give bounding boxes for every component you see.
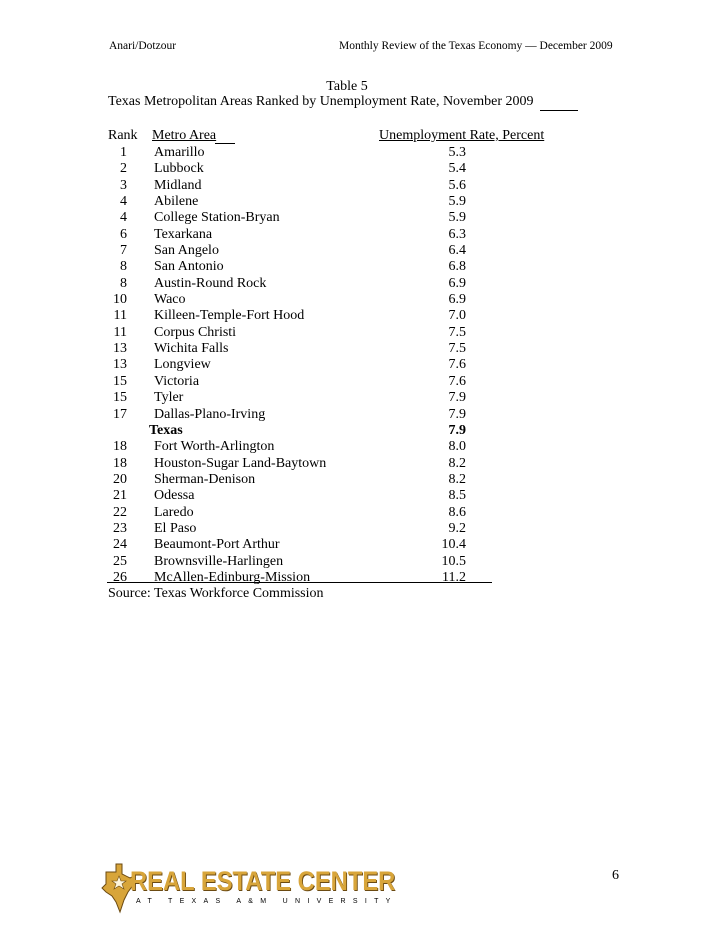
rank-cell: 8 [120,259,127,275]
metro-cell: San Angelo [154,243,219,259]
rank-cell: 3 [120,177,127,193]
rank-cell: 4 [120,194,127,210]
rank-cell: 13 [113,341,127,357]
metro-cell: Sherman-Denison [154,471,256,487]
header-author: Anari/Dotzour [109,40,177,52]
table-row [0,505,728,521]
rate-cell: 8.5 [448,488,466,504]
rank-cell: 26 [113,569,127,585]
column-header-metro: Metro Area [152,128,217,143]
rate-cell: 7.9 [448,390,466,406]
column-header-underline [215,143,235,144]
rank-cell: 23 [113,520,127,536]
metro-cell: College Station-Bryan [154,210,280,226]
metro-cell: El Paso [154,520,197,536]
rank-cell: 10 [113,292,127,308]
table-source: Source: Texas Workforce Commission [108,586,324,601]
table-row [0,308,728,324]
rank-cell: 13 [113,357,127,373]
state-total-row [0,423,728,439]
table-row [0,161,728,177]
table-row [0,341,728,357]
metro-cell: Beaumont-Port Arthur [154,537,280,553]
table-row [0,537,728,553]
metro-cell: Tyler [154,390,184,406]
rate-cell: 6.8 [448,259,466,275]
table-row [0,390,728,406]
table-bottom-rule [107,582,492,583]
rank-cell: 24 [113,537,127,553]
rank-cell: 15 [113,373,127,389]
subtitle-underline [540,110,578,111]
table-row [0,407,728,423]
table-row [0,145,728,161]
table-row [0,521,728,537]
rate-cell: 8.0 [448,439,466,455]
table-row [0,472,728,488]
logo-subtext: AT TEXAS A&M UNIVERSITY [136,898,398,905]
table-row [0,210,728,226]
table-row [0,439,728,455]
column-header-rank: Rank [108,128,138,143]
metro-cell: Victoria [154,373,200,389]
metro-cell: Houston-Sugar Land-Baytown [154,455,327,471]
rank-cell: 1 [120,145,127,160]
rank-cell: 6 [120,226,127,242]
rank-cell: 8 [120,275,127,291]
rank-cell: 11 [113,324,127,340]
rate-cell: 5.4 [448,161,466,177]
rank-cell: 22 [113,504,127,520]
table-row [0,292,728,308]
column-header-rate: Unemployment Rate, Percent [379,128,545,143]
rate-cell: 6.9 [448,292,466,308]
rate-cell: 6.9 [448,275,466,291]
real-estate-center-logo [100,862,398,914]
logo-text: REAL ESTATE CENTER [130,866,396,896]
metro-cell: Lubbock [154,161,204,177]
table-row [0,357,728,373]
rank-cell: 25 [113,553,127,569]
metro-cell: Laredo [154,504,194,520]
metro-cell: Corpus Christi [154,324,237,340]
metro-cell: Abilene [154,194,199,210]
table-row [0,259,728,275]
rate-cell: 7.9 [448,406,466,422]
rate-cell: 7.6 [448,357,466,373]
table-row [0,276,728,292]
rank-cell: 18 [113,439,127,455]
metro-cell: San Antonio [154,259,224,275]
rate-cell: 7.6 [448,373,466,389]
rate-cell: 5.3 [448,145,466,160]
rate-cell: 5.9 [448,210,466,226]
rate-cell: 5.6 [448,177,466,193]
table-row [0,456,728,472]
rate-cell: 8.2 [448,471,466,487]
metro-cell: McAllen-Edinburg-Mission [154,569,311,585]
table-row [0,325,728,341]
rate-cell: 10.4 [441,537,466,553]
table-row [0,374,728,390]
table-row [0,488,728,504]
rate-cell: 7.5 [448,324,466,340]
rate-cell: 6.3 [448,226,466,242]
rate-cell: 11.2 [442,569,466,585]
rate-cell: 7.0 [448,308,466,324]
metro-cell: Midland [154,177,202,193]
rank-cell: 7 [120,243,127,259]
metro-cell: Wichita Falls [154,341,229,357]
rank-cell: 20 [113,471,127,487]
table-row [0,243,728,259]
rate-cell: 5.9 [448,194,466,210]
metro-cell: Texas [149,422,183,438]
metro-cell: Austin-Round Rock [154,275,267,291]
metro-cell: Texarkana [154,226,213,242]
table-title: Table 5 [326,79,368,94]
rate-cell: 7.9 [448,422,466,438]
rate-cell: 8.2 [448,455,466,471]
rate-cell: 10.5 [441,553,466,569]
rate-cell: 9.2 [448,520,466,536]
rate-cell: 8.6 [448,504,466,520]
table-subtitle: Texas Metropolitan Areas Ranked by Unemployment Rate, November 2009 [108,94,534,109]
rank-cell: 4 [120,210,127,226]
metro-cell: Odessa [154,488,195,504]
header-publication: Monthly Review of the Texas Economy — December 2009 [339,40,613,52]
rank-cell: 15 [113,390,127,406]
rank-cell: 11 [113,308,127,324]
metro-cell: Killeen-Temple-Fort Hood [154,308,305,324]
rank-cell: 18 [113,455,127,471]
rank-cell: 17 [113,406,127,422]
metro-cell: Dallas-Plano-Irving [154,406,266,422]
table-row [0,554,728,570]
table-row [0,178,728,194]
table-row [0,227,728,243]
table-row [0,194,728,210]
rate-cell: 7.5 [448,341,466,357]
rank-cell: 2 [120,161,127,177]
metro-cell: Brownsville-Harlingen [154,553,284,569]
metro-cell: Fort Worth-Arlington [154,439,275,455]
metro-cell: Amarillo [154,145,205,160]
table-body [0,145,728,586]
rate-cell: 6.4 [448,243,466,259]
page-number: 6 [612,868,619,883]
metro-cell: Longview [154,357,211,373]
table-row [0,570,728,586]
rank-cell: 21 [113,488,127,504]
metro-cell: Waco [154,292,186,308]
